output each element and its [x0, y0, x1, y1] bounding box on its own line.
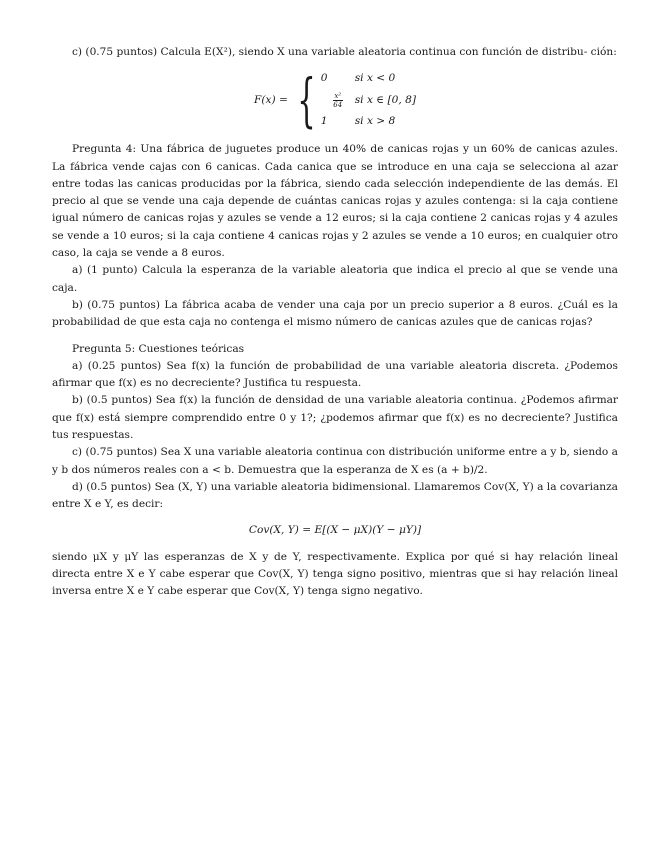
part-c-text-cont: ción: [590, 46, 617, 58]
case-value-2-den: 64 [333, 100, 343, 109]
question-5-part-b: b) (0.5 puntos) Sea f(x) la función de densidad de una variable aleatoria continua. ¿Podemos afirmar que f(x) está siempre comprendido entre 0 y 1?; ¿podemos afirmar que f(x) es no decreciente? Justifica tus respuestas. [52, 394, 618, 442]
case-value-1: 0 [320, 72, 328, 85]
function-lhs: F(x) = [254, 93, 288, 106]
case-value-2 [321, 92, 355, 109]
question-5-title: Pregunta 5: Cuestiones teóricas [72, 342, 245, 355]
case-cond-1: si x < 0 [354, 72, 396, 85]
case-value-3: 1 [320, 114, 328, 127]
question-4-part-a: a) (1 punto) Calcula la esperanza de la variable aleatoria que indica el precio al que se vende una caja. [52, 264, 618, 294]
question-5-part-a: a) (0.25 puntos) Sea f(x) la función de probabilidad de una variable aleatoria discreta. ¿Podemos afirmar que f(x) es no decreciente? Justifica tu respuesta. [52, 359, 618, 390]
question-4-part-b: b) (0.75 puntos) La fábrica acaba de vender una caja por un precio superior a 8 euros. ¿Cuál es la probabilidad de que esta caja no contenga el mismo número de canicas azules que de canicas rojas? [52, 298, 618, 329]
exam-page [52, 44, 618, 601]
spacer [52, 332, 618, 341]
question-5-part-d-conclusion: siendo μX y μY las esperanzas de X y de Y, respectivamente. Explica por qué si hay relación lineal directa entre X e Y cabe esperar que Cov(X, Y) tenga signo positivo, mientras que si hay relación lineal inversa entre X e Y cabe esperar que Cov(X, Y) tenga signo negativo. [52, 550, 618, 598]
question-4-body: Pregunta 4: Una fábrica de juguetes produce un 40% de canicas rojas y un 60% de canicas azules. La fábrica vende cajas con 6 canicas. Cada canica que se introduce en una caja se selecciona al azar entre todas las canicas producidas por la fábrica, siendo cada selección independiente de las demás. El precio al que se vende una caja depende de cuántas canicas rojas y azules contenga: si la caja contiene igual número de canicas rojas y azules se vende a 12 euros; si la caja contiene 2 canicas rojas y 4 azules se vende a 10 euros; si la caja contiene 4 canicas rojas y 2 azules se vende a 10 euros; en cualquier otro caso, la caja se vende a 8 euros. [52, 143, 618, 260]
case-cond-3: si x > 8 [354, 114, 396, 127]
distribution-function [52, 65, 618, 135]
cases-table [321, 70, 416, 130]
case-value-2-num: x² [334, 91, 342, 100]
left-brace-icon: { [297, 66, 316, 135]
part-c-text: c) (0.75 puntos) Calcula E(X²), siendo X una variable aleatoria continua con función de distribu- [72, 46, 588, 58]
question-5-part-c: c) (0.75 puntos) Sea X una variable aleatoria continua con distribución uniforme entre a y b, siendo a y b dos números reales con a < b. Demuestra que la esperanza de X es (a + b)/2. [52, 446, 618, 476]
question-5-part-d: d) (0.5 puntos) Sea (X, Y) una variable aleatoria bidimensional. Llamaremos Cov(X, Y) a la covarianza entre X e Y, es decir: [52, 480, 618, 511]
part-c-intro [52, 44, 618, 61]
case-cond-2: si x ∈ [0, 8] [354, 93, 416, 106]
covariance-formula: Cov(X, Y) = E[(X − μX)(Y − μY)] [248, 523, 422, 536]
